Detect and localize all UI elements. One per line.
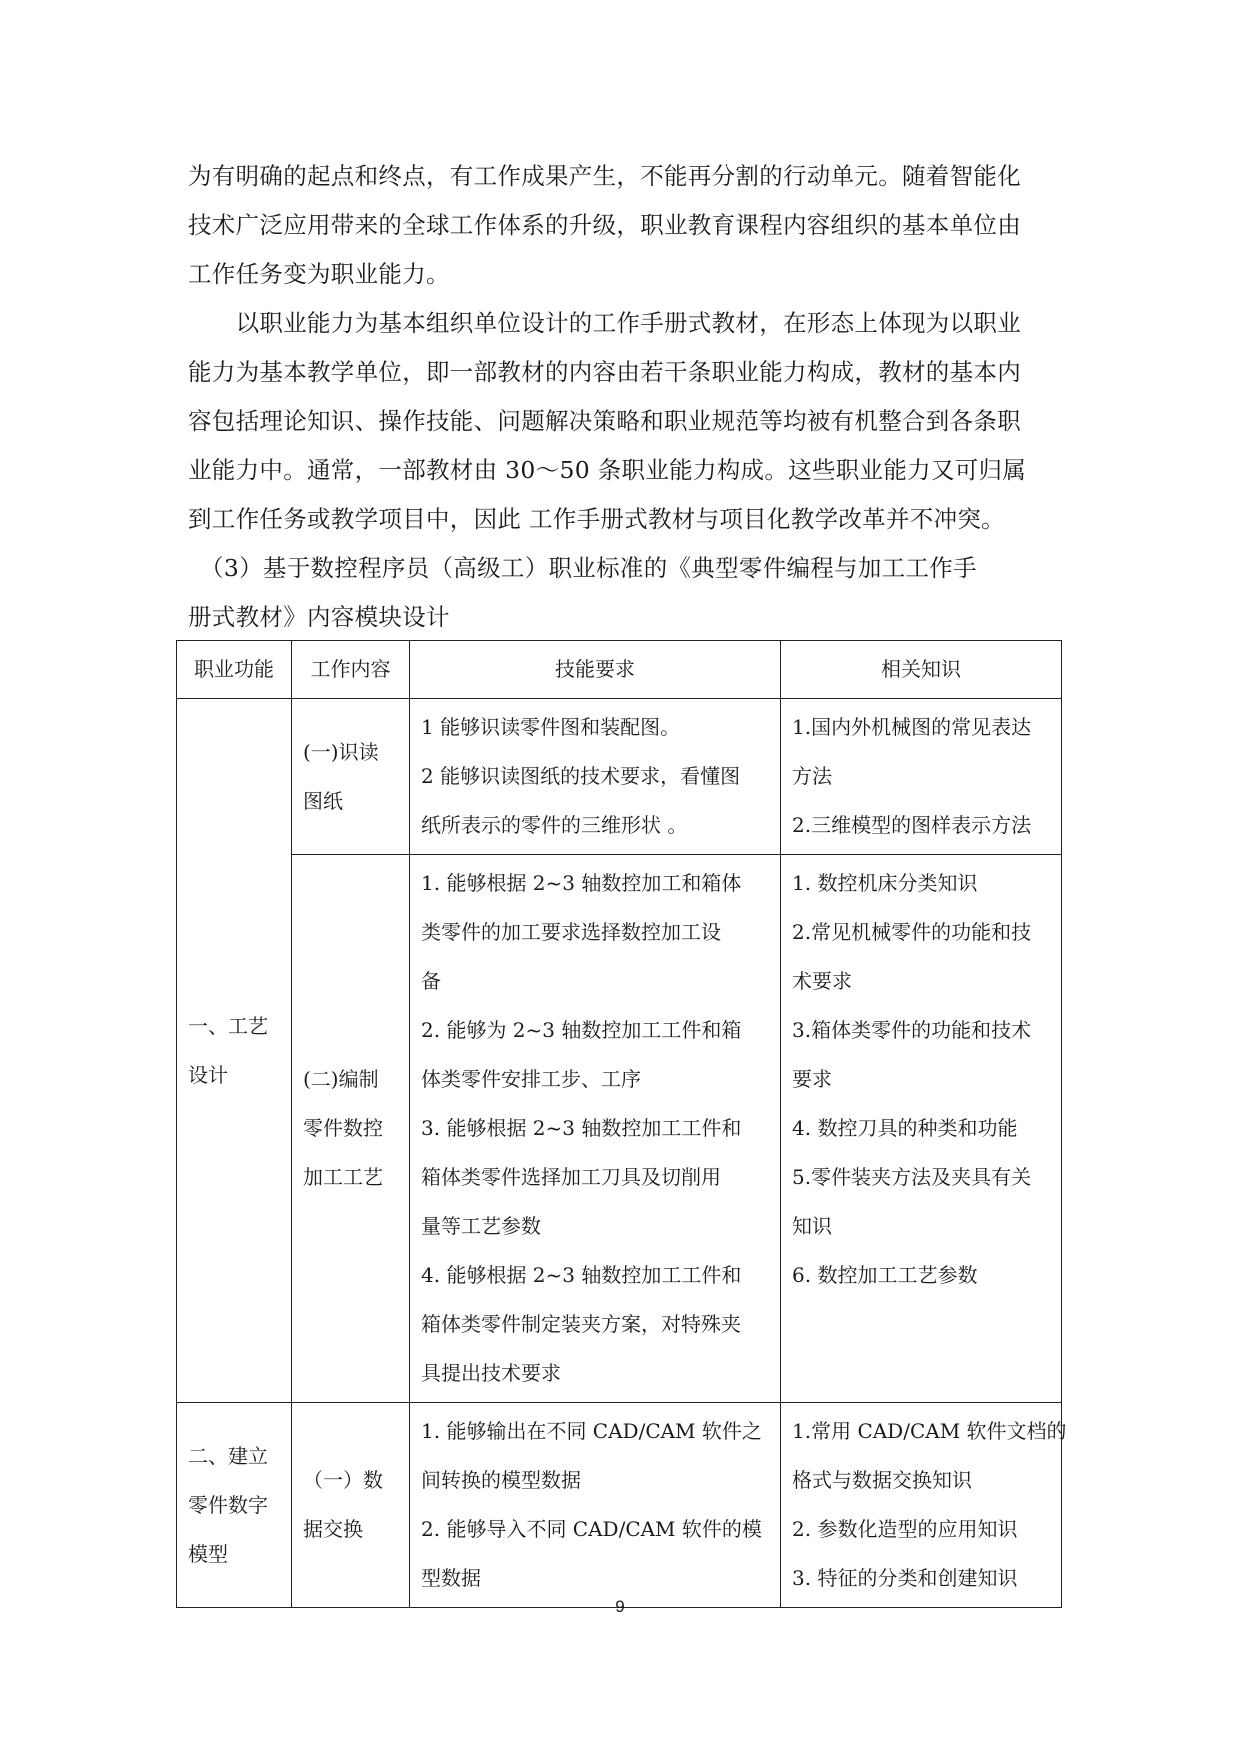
paragraph-1 — [188, 152, 1058, 299]
skill-cell — [410, 699, 781, 855]
table-row — [177, 855, 1062, 1403]
content-cell — [292, 699, 410, 855]
paragraph-2 — [188, 299, 1058, 544]
text-line: 册式教材》内容模块设计 — [188, 603, 450, 631]
cell-line: 3.箱体类零件的功能和技术 — [792, 1018, 1032, 1042]
cell-line: 2.常见机械零件的功能和技 — [792, 920, 1032, 944]
cell-line: 3. 能够根据 2~3 轴数控加工工件和 — [421, 1116, 742, 1140]
cell-line: 1. 能够根据 2~3 轴数控加工和箱体 — [421, 871, 742, 895]
text-line: 业能力中。通常，一部教材由 30～50 条职业能力构成。这些职业能力又可归属 — [188, 456, 1027, 484]
header-cell: 职业功能 — [177, 641, 292, 699]
cell-line: 箱体类零件制定装夹方案，对特殊夹 — [421, 1312, 741, 1336]
knowledge-cell — [781, 699, 1062, 855]
cell-line: 2. 参数化造型的应用知识 — [792, 1517, 1018, 1541]
content-cell — [292, 1403, 410, 1608]
cell-line: 量等工艺参数 — [421, 1214, 541, 1238]
content-cell — [292, 855, 410, 1403]
text-line: 工作任务变为职业能力。 — [188, 260, 450, 288]
cell-line: 4. 数控刀具的种类和功能 — [792, 1116, 1018, 1140]
cell-line: 间转换的模型数据 — [421, 1468, 581, 1492]
cell-line: 4. 能够根据 2~3 轴数控加工工件和 — [421, 1263, 742, 1287]
cell-line: 零件数控 — [303, 1116, 383, 1140]
cell-line: 1 能够识读零件图和装配图。 — [421, 715, 681, 739]
table-header-row — [177, 641, 1062, 699]
section-heading — [188, 544, 1058, 642]
cell-line: 设计 — [188, 1062, 228, 1087]
cell-line: 术要求 — [792, 969, 852, 993]
function-cell — [177, 1403, 292, 1608]
cell-line: 型数据 — [421, 1566, 481, 1590]
cell-line: 体类零件安排工步、工序 — [421, 1067, 641, 1091]
cell-line: 2. 能够为 2~3 轴数控加工工件和箱 — [421, 1018, 742, 1042]
cell-line: 3. 特征的分类和创建知识 — [792, 1566, 1018, 1590]
cell-line: 2. 能够导入不同 CAD/CAM 软件的模 — [421, 1517, 762, 1541]
cell-line: 据交换 — [303, 1517, 363, 1541]
header-cell: 相关知识 — [781, 641, 1062, 699]
cell-line: 方法 — [792, 764, 832, 788]
cell-line: 箱体类零件选择加工刀具及切削用 — [421, 1165, 721, 1189]
skill-cell — [410, 855, 781, 1403]
text-line: 容包括理论知识、操作技能、问题解决策略和职业规范等均被有机整合到各条职 — [188, 407, 1021, 435]
cell-line: 图纸 — [303, 788, 343, 813]
knowledge-cell — [781, 1403, 1067, 1608]
text-line: （3）基于数控程序员（高级工）职业标准的《典型零件编程与加工工作手 — [188, 554, 977, 582]
cell-line: 类零件的加工要求选择数控加工设 — [421, 920, 721, 944]
header-cell: 技能要求 — [410, 641, 781, 699]
header-cell: 工作内容 — [292, 641, 410, 699]
text-line: 为有明确的起点和终点，有工作成果产生，不能再分割的行动单元。随着智能化 — [188, 162, 1021, 190]
cell-line: 1.常用 CAD/CAM 软件文档的 — [792, 1419, 1067, 1443]
knowledge-cell — [781, 855, 1062, 1403]
function-cell — [177, 699, 292, 1403]
cell-line: 一、工艺 — [188, 1013, 268, 1038]
cell-line: 纸所表示的零件的三维形状 。 — [421, 813, 688, 837]
cell-line: 具提出技术要求 — [421, 1361, 561, 1385]
cell-line: 1. 能够输出在不同 CAD/CAM 软件之 — [421, 1419, 762, 1443]
text-line: 能力为基本教学单位，即一部教材的内容由若干条职业能力构成，教材的基本内 — [188, 358, 1021, 386]
cell-line: （一）数 — [303, 1468, 383, 1492]
cell-line: 2 能够识读图纸的技术要求，看懂图 — [421, 764, 741, 788]
cell-line: 2.三维模型的图样表示方法 — [792, 813, 1032, 837]
text-line: 以职业能力为基本组织单位设计的工作手册式教材，在形态上体现为以职业 — [188, 309, 1021, 337]
text-line: 技术广泛应用带来的全球工作体系的升级，职业教育课程内容组织的基本单位由 — [188, 211, 1021, 239]
cell-line: 6. 数控加工工艺参数 — [792, 1263, 978, 1287]
cell-line: (二)编制 — [303, 1067, 379, 1091]
cell-line: 格式与数据交换知识 — [792, 1468, 972, 1492]
cell-line: 零件数字 — [188, 1492, 268, 1517]
cell-line: 模型 — [188, 1541, 228, 1566]
cell-line: 备 — [421, 969, 441, 993]
cell-line: 加工工艺 — [303, 1165, 383, 1189]
cell-line: 知识 — [792, 1214, 832, 1238]
cell-line: 1.国内外机械图的常见表达 — [792, 715, 1032, 739]
cell-line: 要求 — [792, 1067, 832, 1091]
table-row — [177, 1403, 1062, 1608]
cell-line: 1. 数控机床分类知识 — [792, 871, 978, 895]
skill-cell — [410, 1403, 781, 1608]
cell-line: 5.零件装夹方法及夹具有关 — [792, 1165, 1032, 1189]
cell-line: (一)识读 — [303, 739, 379, 764]
text-line: 到工作任务或教学项目中，因此 工作手册式教材与项目化教学改革并不冲突。 — [188, 505, 1005, 533]
cell-line: 二、建立 — [188, 1443, 268, 1468]
table-row — [177, 699, 1062, 855]
page-number: 9 — [615, 1597, 625, 1616]
competency-table — [176, 640, 1067, 1608]
